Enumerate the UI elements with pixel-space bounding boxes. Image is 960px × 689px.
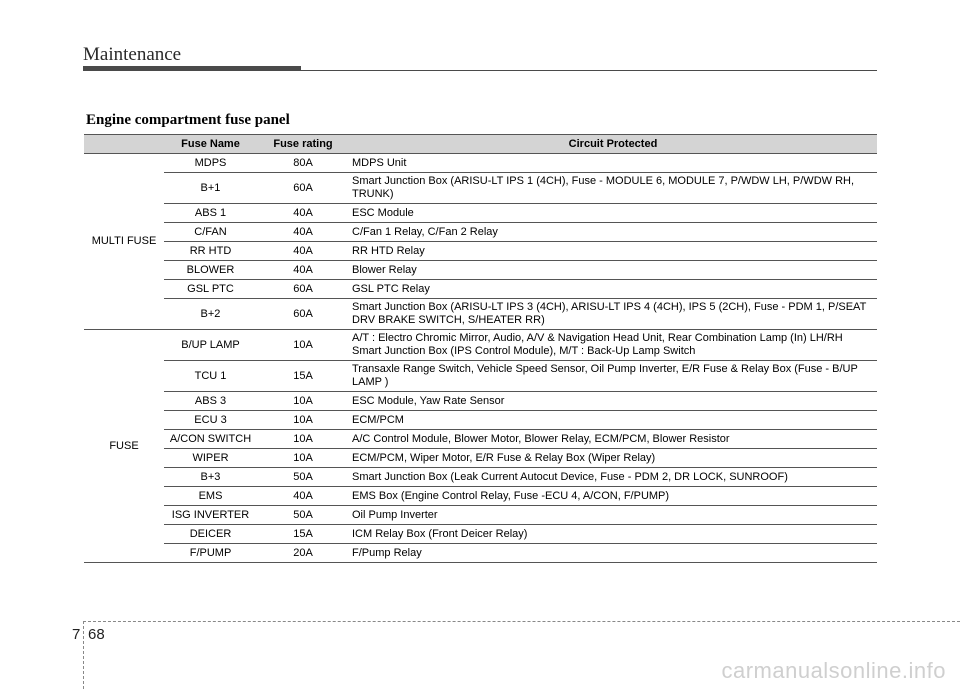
circuit-protected-cell: Blower Relay <box>349 261 877 280</box>
fuse-name-cell: DEICER <box>164 525 257 544</box>
fuse-name-cell: B+2 <box>164 299 257 330</box>
fuse-name-cell: ABS 1 <box>164 204 257 223</box>
header-bar <box>83 66 301 71</box>
fuse-name-cell: F/PUMP <box>164 544 257 563</box>
table-row <box>84 506 877 525</box>
table-row <box>84 330 877 361</box>
circuit-protected-cell: Smart Junction Box (ARISU-LT IPS 1 (4CH), Fuse - MODULE 6, MODULE 7, P/WDW LH, P/WDW RH, TRUNK) <box>349 173 877 204</box>
table-row <box>84 544 877 563</box>
fuse-name-cell: B+3 <box>164 468 257 487</box>
fuse-name-cell: A/CON SWITCH <box>164 430 257 449</box>
table-row <box>84 361 877 392</box>
table-row <box>84 261 877 280</box>
fuse-rating-cell: 40A <box>257 261 349 280</box>
fuse-name-cell: EMS <box>164 487 257 506</box>
fuse-rating-cell: 40A <box>257 242 349 261</box>
fuse-rating-cell: 10A <box>257 330 349 361</box>
fuse-rating-cell: 60A <box>257 173 349 204</box>
table-row <box>84 242 877 261</box>
circuit-protected-cell: ESC Module <box>349 204 877 223</box>
fuse-name-cell: ABS 3 <box>164 392 257 411</box>
fuse-name-cell: MDPS <box>164 154 257 173</box>
footer-rule <box>83 621 960 622</box>
circuit-protected-cell: F/Pump Relay <box>349 544 877 563</box>
fuse-rating-cell: 60A <box>257 280 349 299</box>
fuse-rating-cell: 40A <box>257 204 349 223</box>
table-row <box>84 392 877 411</box>
fuse-rating-cell: 15A <box>257 361 349 392</box>
fuse-name-cell: RR HTD <box>164 242 257 261</box>
fuse-rating-cell: 10A <box>257 449 349 468</box>
fuse-name-cell: B/UP LAMP <box>164 330 257 361</box>
page-heading: Engine compartment fuse panel <box>86 112 290 128</box>
fuse-rating-cell: 50A <box>257 468 349 487</box>
fuse-name-cell: TCU 1 <box>164 361 257 392</box>
header-fuse-rating: Fuse rating <box>257 135 349 154</box>
table-row <box>84 204 877 223</box>
circuit-protected-cell: A/C Control Module, Blower Motor, Blower Relay, ECM/PCM, Blower Resistor <box>349 430 877 449</box>
fuse-name-cell: BLOWER <box>164 261 257 280</box>
header-fuse-name: Fuse Name <box>164 135 257 154</box>
fuse-name-cell: ISG INVERTER <box>164 506 257 525</box>
fuse-rating-cell: 10A <box>257 392 349 411</box>
table-row <box>84 280 877 299</box>
circuit-protected-cell: MDPS Unit <box>349 154 877 173</box>
circuit-protected-cell: C/Fan 1 Relay, C/Fan 2 Relay <box>349 223 877 242</box>
header-rule <box>301 70 877 71</box>
fuse-name-cell: GSL PTC <box>164 280 257 299</box>
fuse-group-label: MULTI FUSE <box>84 154 164 330</box>
fuse-name-cell: ECU 3 <box>164 411 257 430</box>
fuse-name-cell: C/FAN <box>164 223 257 242</box>
fuse-rating-cell: 10A <box>257 430 349 449</box>
header-blank <box>84 135 164 154</box>
circuit-protected-cell: A/T : Electro Chromic Mirror, Audio, A/V & Navigation Head Unit, Rear Combination Lamp (In) LH/RH Smart Junction Box (IPS Control Module), M/T : Back-Up Lamp Switch <box>349 330 877 361</box>
table-row <box>84 430 877 449</box>
table-row <box>84 411 877 430</box>
circuit-protected-cell: Oil Pump Inverter <box>349 506 877 525</box>
table-row <box>84 487 877 506</box>
circuit-protected-cell: ECM/PCM <box>349 411 877 430</box>
table-row <box>84 468 877 487</box>
fuse-table-body <box>84 154 877 563</box>
fuse-group-label: FUSE <box>84 330 164 563</box>
circuit-protected-cell: EMS Box (Engine Control Relay, Fuse -ECU 4, A/CON, F/PUMP) <box>349 487 877 506</box>
circuit-protected-cell: Smart Junction Box (Leak Current Autocut Device, Fuse - PDM 2, DR LOCK, SUNROOF) <box>349 468 877 487</box>
fuse-name-cell: WIPER <box>164 449 257 468</box>
circuit-protected-cell: RR HTD Relay <box>349 242 877 261</box>
fuse-rating-cell: 80A <box>257 154 349 173</box>
fuse-rating-cell: 15A <box>257 525 349 544</box>
page-number: 68 <box>88 626 105 643</box>
table-row <box>84 223 877 242</box>
fuse-rating-cell: 40A <box>257 223 349 242</box>
circuit-protected-cell: ECM/PCM, Wiper Motor, E/R Fuse & Relay Box (Wiper Relay) <box>349 449 877 468</box>
fuse-rating-cell: 20A <box>257 544 349 563</box>
table-row <box>84 173 877 204</box>
circuit-protected-cell: GSL PTC Relay <box>349 280 877 299</box>
circuit-protected-cell: ICM Relay Box (Front Deicer Relay) <box>349 525 877 544</box>
section-title: Maintenance <box>83 44 182 65</box>
circuit-protected-cell: Transaxle Range Switch, Vehicle Speed Sensor, Oil Pump Inverter, E/R Fuse & Relay Box (Fuse - B/UP LAMP ) <box>349 361 877 392</box>
chapter-number: 7 <box>72 626 81 643</box>
fuse-table <box>84 134 877 563</box>
fuse-rating-cell: 40A <box>257 487 349 506</box>
watermark: carmanualsonline.info <box>721 658 946 683</box>
table-row <box>84 525 877 544</box>
circuit-protected-cell: Smart Junction Box (ARISU-LT IPS 3 (4CH), ARISU-LT IPS 4 (4CH), IPS 5 (2CH), Fuse - PDM 1, P/SEAT DRV BRAKE SWITCH, S/HEATER RR) <box>349 299 877 330</box>
table-row <box>84 449 877 468</box>
fuse-name-cell: B+1 <box>164 173 257 204</box>
fuse-rating-cell: 50A <box>257 506 349 525</box>
circuit-protected-cell: ESC Module, Yaw Rate Sensor <box>349 392 877 411</box>
table-row <box>84 154 877 173</box>
fuse-rating-cell: 10A <box>257 411 349 430</box>
footer-vertical-rule <box>83 621 84 689</box>
table-header-row <box>84 135 877 154</box>
header-circuit-protected: Circuit Protected <box>349 135 877 154</box>
table-row <box>84 299 877 330</box>
fuse-rating-cell: 60A <box>257 299 349 330</box>
